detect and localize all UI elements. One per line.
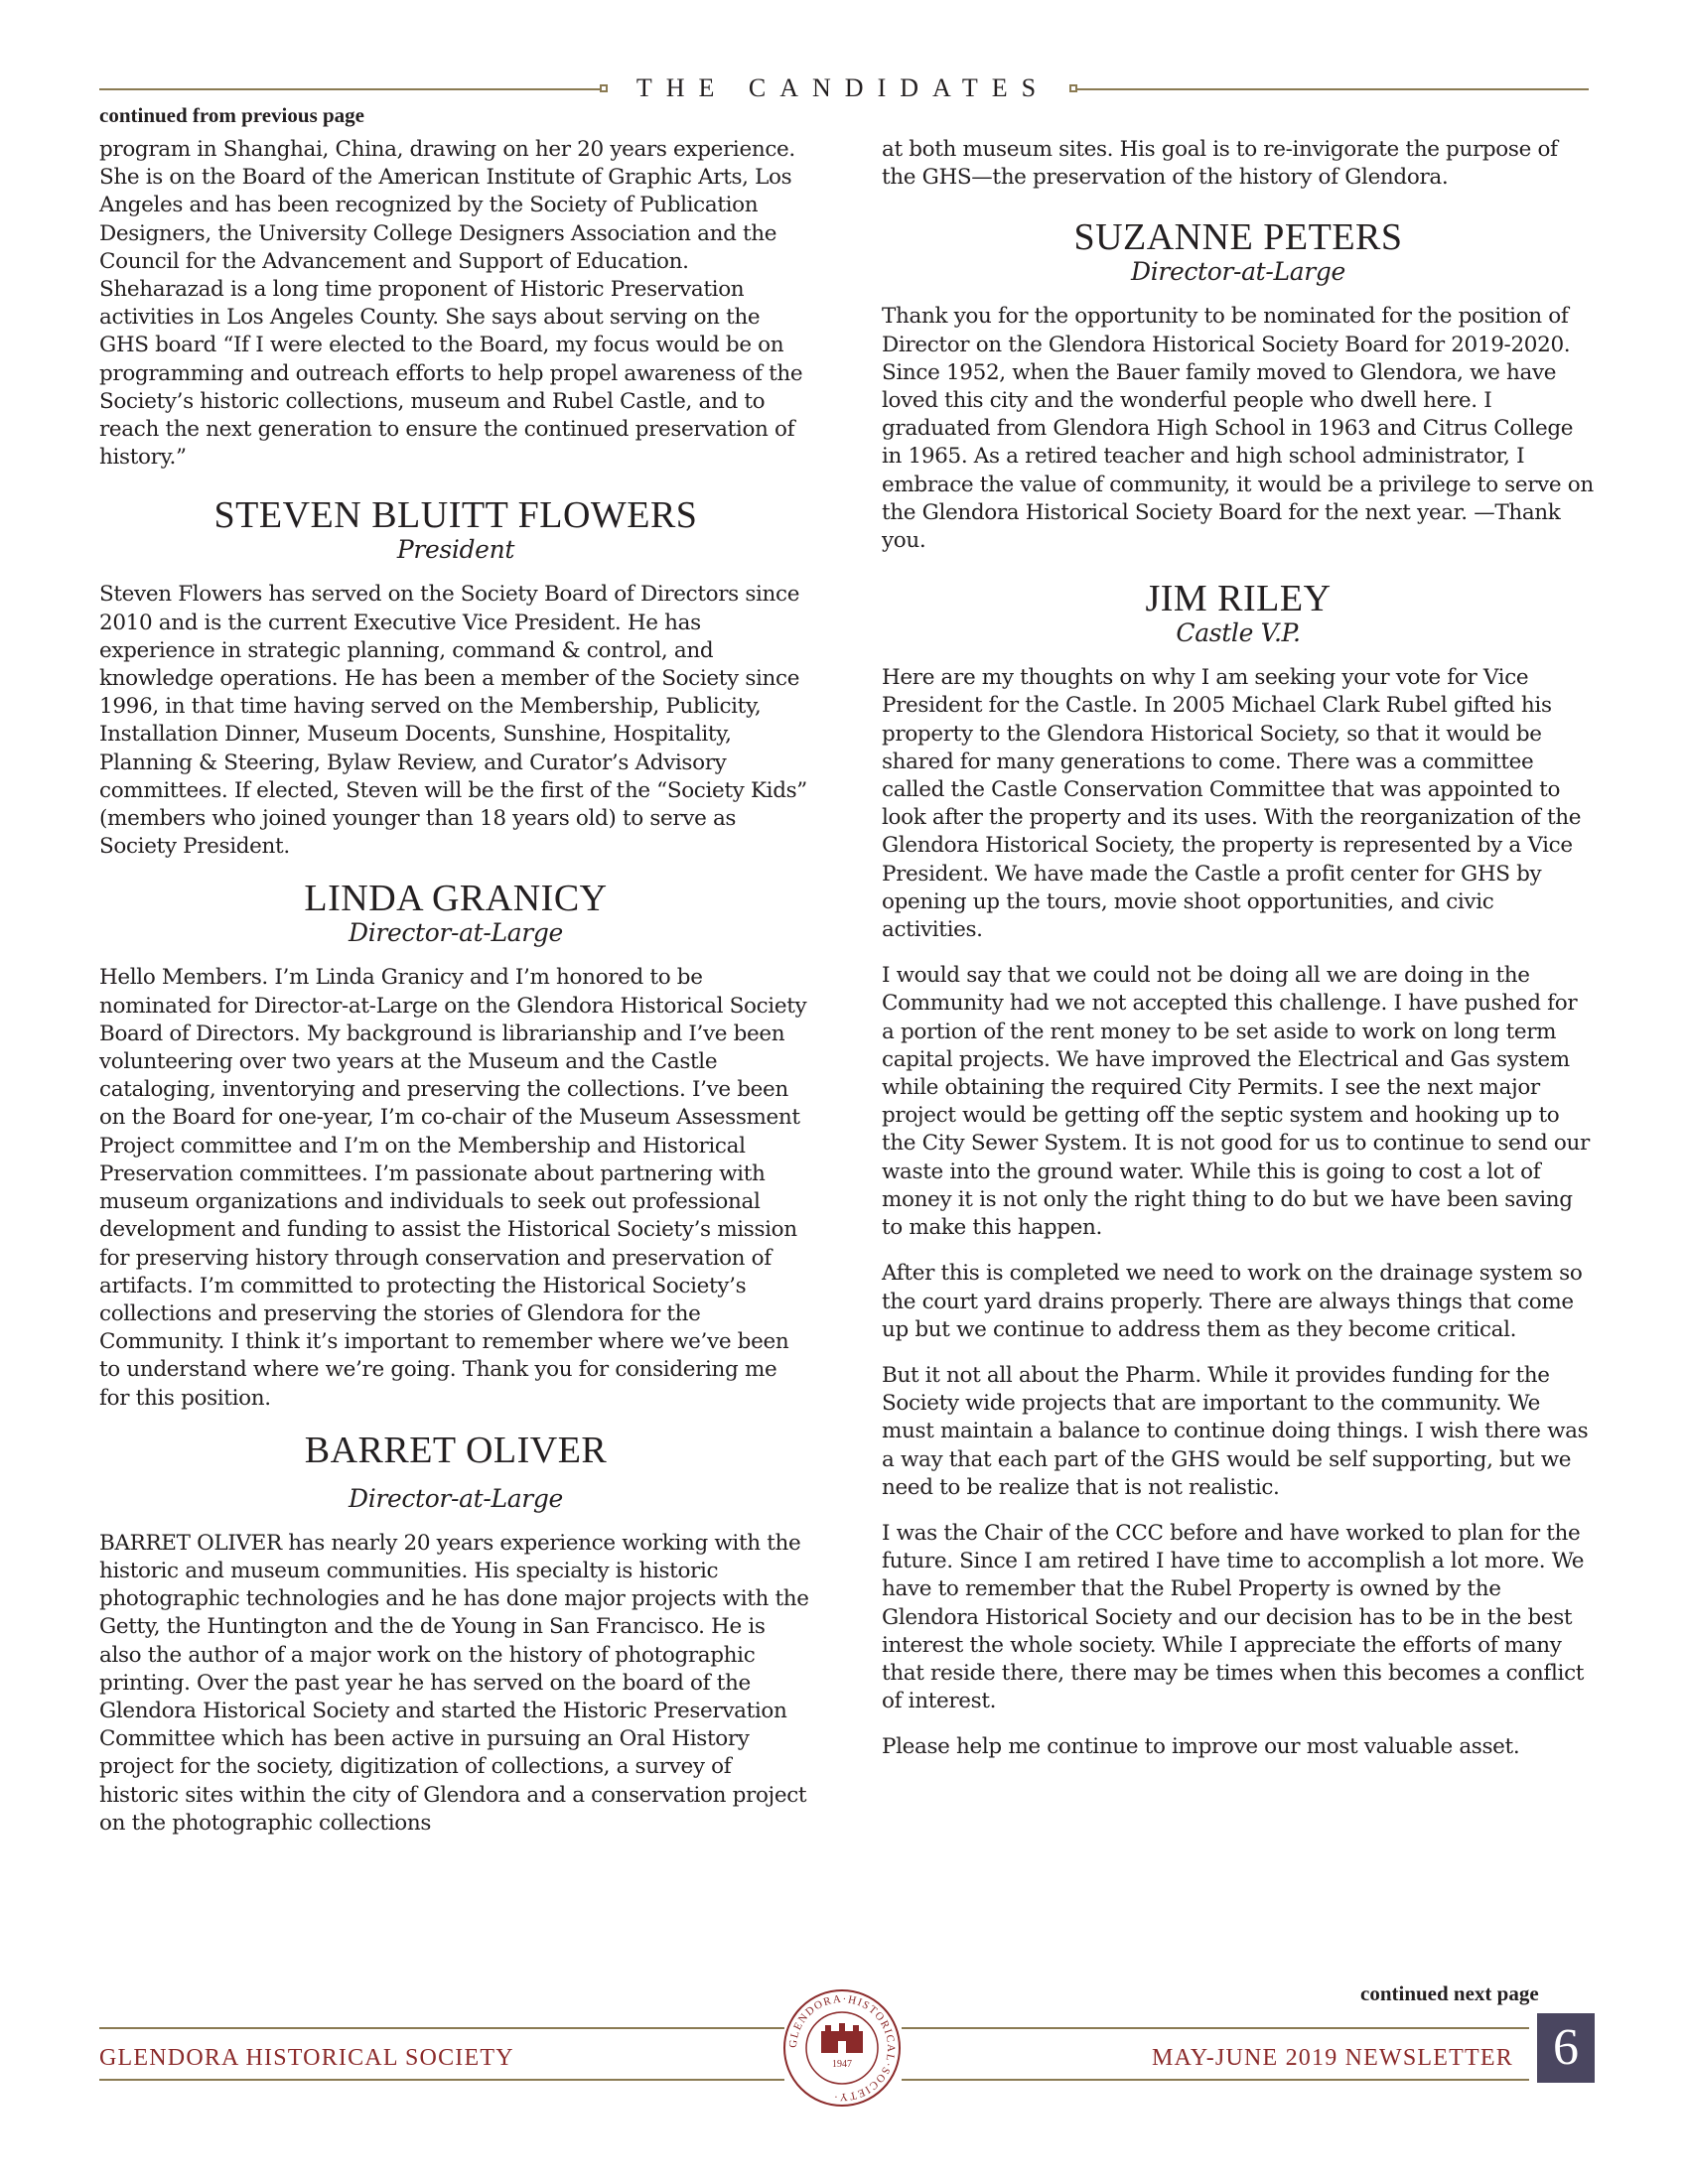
section-title: THE CANDIDATES [635, 73, 1051, 102]
candidate-flowers [99, 495, 812, 861]
candidate-name: STEVEN BLUITT FLOWERS [213, 494, 698, 537]
candidate-name: JIM RILEY [1145, 578, 1332, 620]
footer-rule-top-left [99, 2027, 784, 2029]
svg-text:GLENDORA·HISTORICAL·SOCIETY·: GLENDORA·HISTORICAL·SOCIETY· [786, 1992, 898, 2104]
candidate-role: Castle V.P. [1176, 618, 1301, 648]
candidate-role: Director-at-Large [349, 918, 563, 948]
candidate-peters [882, 217, 1595, 555]
candidate-role: President [396, 535, 515, 565]
footer-rule-bottom-right [902, 2079, 1529, 2081]
candidate-role: Director-at-Large [1131, 257, 1345, 287]
candidate-paragraph: But it not all about the Pharm. While it provides funding for the Society wide projects that are important to the community. We must maintain a balance to continue doing things. I wish there was a way that each part of the GHS would be self supporting, but we need to be realize that is not realistic. [882, 1362, 1589, 1500]
candidate-name: SUZANNE PETERS [1073, 216, 1403, 259]
candidate-paragraph: I would say that we could not be doing all we are doing in the Community had we not accepted this challenge. I have pushed for a portion of the rent money to be set aside to work on long term capital projects. We have improved the Electrical and Gas system while obtaining the required City Permits. I see the next major project would be getting off the septic system and hooking up to the City Sewer System. It is not good for us to continue to send our waste into the ground water. While this is going to cost a lot of money it is not only the right thing to do but we have been saving to make this happen. [882, 963, 1590, 1241]
svg-text:1947: 1947 [832, 2059, 852, 2070]
candidate-bio: Steven Flowers has served on the Society Board of Directors since 2010 and is the current Executive Vice President. He has experience in strategic planning, command & control, and knowledge operations. He has been a member of the Society since 1996, in that time having served on the Membership, Publicity, Installation Dinner, Museum Docents, Sunshine, Hospitality, Planning & Steering, Bylaw Review, and Curator’s Advisory committees. If elected, Steven will be the first of the “Society Kids” (members who joined younger than 18 years old) to serve as Society President. [99, 582, 807, 860]
candidate-paragraph: Here are my thoughts on why I am seeking your vote for Vice President for the Castle. In 2005 Michael Clark Rubel gifted his property to the Glendora Historical Society, so that it would be shared for many generations to come. There was a committee called the Castle Conservation Committee that was appointed to look after the property and its uses. With the reorganization of the Glendora Historical Society, the property is represented by a Vice President. We have made the Castle a profit center for GHS by opening up the tours, movie shoot opportunities, and civic activities. [882, 665, 1582, 943]
candidate-bio: BARRET OLIVER has nearly 20 years experience working with the historic and museum communities. His specialty is historic photographic technologies and he has done major projects with the Getty, the Huntington and the de Young in San Francisco. He is also the author of a major work on the history of photographic printing. Over the past year he has served on the board of the Glendora Historical Society and started the Historic Preservation Committee which has been active in pursuing an Oral History project for the society, digitization of collections, a survey of historic sites within the city of Glendora and a conservation project on the photographic collections [99, 1530, 809, 1836]
candidate-paragraph: I was the Chair of the CCC before and have worked to plan for the future. Since I am retired I have time to accomplish a lot more. We have to remember that the Rubel Property is owned by the Glendora Historical Society and our decision has to be in the best interest the whole society. While I appreciate the efforts of many that reside there, there may be times when this becomes a conflict of interest. [882, 1520, 1585, 1714]
candidate-paragraph: Please help me continue to improve our most valuable asset. [882, 1734, 1520, 1760]
candidate-paragraph: After this is completed we need to work on the drainage system so the court yard drains properly. There are always things that come up but we continue to address them as they become critical. [882, 1261, 1583, 1342]
intro-paragraph: program in Shanghai, China, drawing on her 20 years experience. She is on the Board of the American Institute of Graphic Arts, Los Angeles and has been recognized by the Society of Publication Designers, the University College Designers Association and the Council for the Advancement and Support of Education. Sheharazad is a long time proponent of Historic Preservation activities in Los Angeles County. She says about serving on the GHS board “If I were elected to the Board, my focus would be on programming and outreach efforts to help propel awareness of the Society’s historic collections, museum and Rubel Castle, and to reach the next generation to ensure the continued preservation of history.” [99, 137, 803, 471]
header-rule-left [99, 88, 606, 90]
footer-issue: MAY-JUNE 2019 NEWSLETTER [1152, 2045, 1513, 2071]
footer-rule-bottom-left [99, 2079, 784, 2081]
society-seal-logo [781, 1987, 903, 2109]
candidate-name: BARRET OLIVER [304, 1429, 608, 1471]
intro-paragraph: at both museum sites. His goal is to re-invigorate the purpose of the GHS—the preservation of the history of Glendora. [882, 137, 1558, 191]
header-rule-right [1075, 88, 1589, 90]
right-column [882, 136, 1595, 1780]
candidate-riley [882, 579, 1595, 1761]
candidate-granicy [99, 879, 812, 1412]
page-number: 6 [1537, 2013, 1595, 2083]
header-ornament-left [600, 84, 608, 92]
candidate-bio: Thank you for the opportunity to be nominated for the position of Director on the Glendora Historical Society Board for 2019-2020. Since 1952, when the Bauer family moved to Glendora, we have loved this city and the wonderful people who dwell here. I graduated from Glendora High School in 1963 and Citrus College in 1965. As a retired teacher and high school administrator, I embrace the value of community, it would be a privilege to serve on the Glendora Historical Society Board for the next year. —Thank you. [882, 304, 1594, 554]
footer-rule-top-right [902, 2027, 1529, 2029]
candidate-role: Director-at-Large [349, 1483, 563, 1513]
left-column [99, 136, 812, 1855]
candidate-bio: Hello Members. I’m Linda Granicy and I’m honored to be nominated for Director-at-Large on the Glendora Historical Society Board of Directors. My background is librarianship and I’ve been volunteering over two years at the Museum and the Castle cataloging, inventorying and preserving the collections. I’ve been on the Board for one-year, I’m co-chair of the Museum Assessment Project committee and I’m on the Membership and Historical Preservation committees. I’m passionate about partnering with museum organizations and individuals to seek out professional development and funding to assist the Historical Society’s mission for preserving history through conservation and preservation of artifacts. I’m committed to protecting the Historical Society’s collections and preserving the stories of Glendora for the Community. I think it’s important to remember where we’ve been to understand where we’re going. Thank you for considering me for this position. [99, 965, 807, 1411]
continued-next-label: continued next page [1360, 1981, 1539, 2005]
continued-from-label: continued from previous page [99, 103, 364, 127]
candidate-name: LINDA GRANICY [304, 878, 608, 920]
candidate-oliver [99, 1431, 812, 1838]
footer-org-name: GLENDORA HISTORICAL SOCIETY [99, 2045, 514, 2071]
